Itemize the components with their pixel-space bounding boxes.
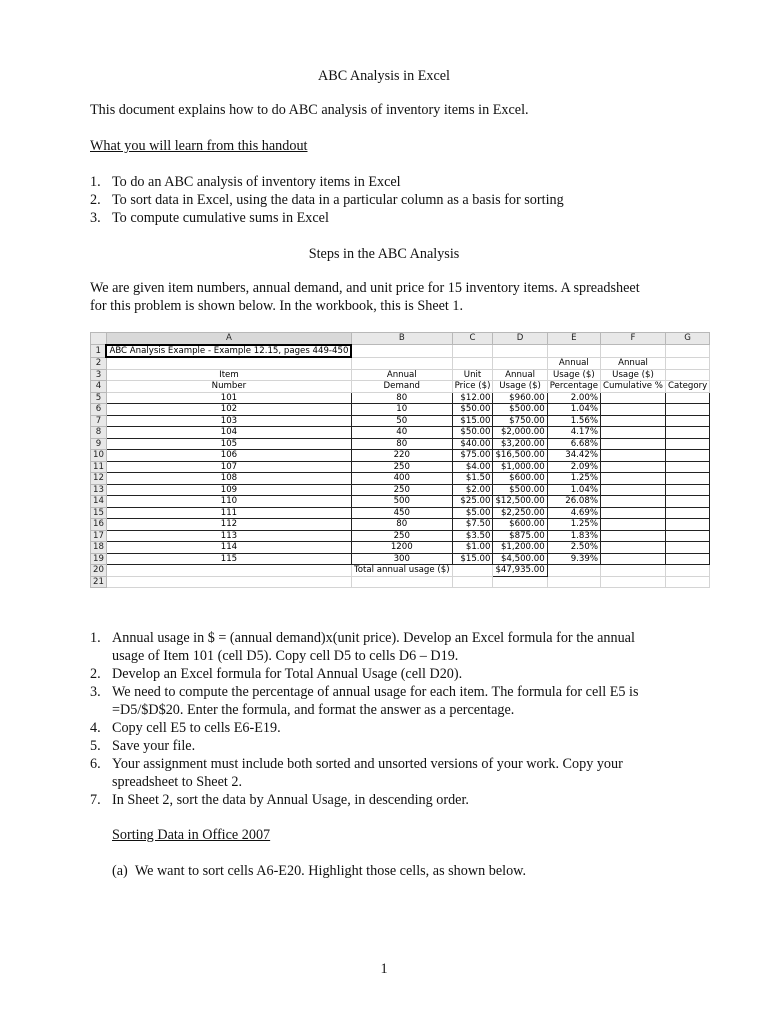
usage-percentage-cell: 4.17% <box>547 427 600 439</box>
data-rows <box>91 392 710 565</box>
header-cell: Usage ($) <box>601 369 666 381</box>
sheet-row <box>91 345 710 358</box>
steps-heading: Steps in the ABC Analysis <box>308 246 460 262</box>
item-number-cell: 107 <box>106 461 351 473</box>
item-number-cell: 115 <box>106 553 351 565</box>
list-item: 1. Annual usage in $ = (annual demand)x(unit price). Develop an Excel formula for the annual usage of Item 101 (cell D5). Copy cell D5 to cells D6 – D19. <box>90 630 635 664</box>
item-number-cell: 109 <box>106 484 351 496</box>
learn-heading: What you will learn from this handout <box>90 138 308 154</box>
header-cell: Annual <box>351 369 452 381</box>
usage-percentage-cell: 1.56% <box>547 415 600 427</box>
column-header: B <box>351 333 452 345</box>
category-cell <box>665 484 709 496</box>
item-number-cell: 112 <box>106 519 351 531</box>
total-label: Total annual usage ($) <box>351 565 452 577</box>
row-number: 9 <box>91 438 107 450</box>
category-cell <box>665 553 709 565</box>
table-row <box>91 507 710 519</box>
row-number: 6 <box>91 404 107 416</box>
row-number: 14 <box>91 496 107 508</box>
unit-price-cell: $4.00 <box>452 461 493 473</box>
unit-price-cell: $1.00 <box>452 542 493 554</box>
header-cell: Number <box>106 381 351 393</box>
list-item: 4. Copy cell E5 to cells E6-E19. <box>90 720 281 736</box>
annual-demand-cell: 450 <box>351 507 452 519</box>
row-number: 11 <box>91 461 107 473</box>
usage-percentage-cell: 1.25% <box>547 519 600 531</box>
header-cell: Annual <box>493 369 547 381</box>
unit-price-cell: $12.00 <box>452 392 493 404</box>
annual-demand-cell: 250 <box>351 484 452 496</box>
total-row <box>91 565 710 577</box>
row-number: 4 <box>91 381 107 393</box>
usage-percentage-cell: 2.00% <box>547 392 600 404</box>
steps-intro-line1: We are given item numbers, annual demand, and unit price for 15 inventory items. A spreadsheet <box>90 280 640 296</box>
annual-usage-cell: $12,500.00 <box>493 496 547 508</box>
usage-percentage-cell: 26.08% <box>547 496 600 508</box>
annual-usage-cell: $600.00 <box>493 519 547 531</box>
usage-percentage-cell: 9.39% <box>547 553 600 565</box>
row-number: 10 <box>91 450 107 462</box>
annual-demand-cell: 250 <box>351 461 452 473</box>
unit-price-cell: $15.00 <box>452 415 493 427</box>
list-item: 5. Save your file. <box>90 738 196 754</box>
row-number: 20 <box>91 565 107 577</box>
cumulative-cell <box>601 392 666 404</box>
annual-usage-cell: $960.00 <box>493 392 547 404</box>
cumulative-cell <box>601 496 666 508</box>
unit-price-cell: $2.00 <box>452 484 493 496</box>
unit-price-cell: $3.50 <box>452 530 493 542</box>
annual-demand-cell: 40 <box>351 427 452 439</box>
header-cell: Price ($) <box>452 381 493 393</box>
category-cell <box>665 427 709 439</box>
item-number-cell: 110 <box>106 496 351 508</box>
spreadsheet-image <box>90 332 708 610</box>
table-row <box>91 392 710 404</box>
item-number-cell: 105 <box>106 438 351 450</box>
annual-demand-cell: 220 <box>351 450 452 462</box>
sheet-row <box>91 576 710 588</box>
annual-usage-cell: $3,200.00 <box>493 438 547 450</box>
table-row <box>91 415 710 427</box>
step-a <box>112 862 526 880</box>
annual-usage-cell: $600.00 <box>493 473 547 485</box>
unit-price-cell: $50.00 <box>452 404 493 416</box>
instructions-list <box>90 629 670 809</box>
usage-percentage-cell: 2.09% <box>547 461 600 473</box>
list-item: 7. In Sheet 2, sort the data by Annual Usage, in descending order. <box>90 792 469 808</box>
item-number-cell: 106 <box>106 450 351 462</box>
category-cell <box>665 542 709 554</box>
annual-usage-cell: $500.00 <box>493 404 547 416</box>
table-row <box>91 519 710 531</box>
cumulative-cell <box>601 484 666 496</box>
usage-percentage-cell: 4.69% <box>547 507 600 519</box>
document-title: ABC Analysis in Excel <box>317 68 451 84</box>
usage-percentage-cell: 34.42% <box>547 450 600 462</box>
annual-demand-cell: 500 <box>351 496 452 508</box>
list-item: 1. To do an ABC analysis of inventory items in Excel <box>90 174 401 190</box>
annual-demand-cell: 80 <box>351 392 452 404</box>
annual-demand-cell: 1200 <box>351 542 452 554</box>
usage-percentage-cell: 1.25% <box>547 473 600 485</box>
unit-price-cell: $1.50 <box>452 473 493 485</box>
table-row <box>91 473 710 485</box>
intro-paragraph: This document explains how to do ABC analysis of inventory items in Excel. <box>90 102 529 118</box>
column-header: C <box>452 333 493 345</box>
unit-price-cell: $15.00 <box>452 553 493 565</box>
cumulative-cell <box>601 542 666 554</box>
item-number-cell: 102 <box>106 404 351 416</box>
column-header: A <box>106 333 351 345</box>
cumulative-cell <box>601 461 666 473</box>
category-cell <box>665 507 709 519</box>
category-cell <box>665 519 709 531</box>
row-number: 12 <box>91 473 107 485</box>
list-item: 6. Your assignment must include both sorted and unsorted versions of your work. Copy your spreadsheet to Sheet 2. <box>90 756 623 790</box>
header-cell: Usage ($) <box>493 381 547 393</box>
annual-usage-cell: $2,250.00 <box>493 507 547 519</box>
row-number: 8 <box>91 427 107 439</box>
category-cell <box>665 461 709 473</box>
step-a-text: We want to sort cells A6-E20. Highlight those cells, as shown below. <box>134 863 527 879</box>
list-item: 2. Develop an Excel formula for Total Annual Usage (cell D20). <box>90 666 463 682</box>
row-number: 16 <box>91 519 107 531</box>
cumulative-cell <box>601 404 666 416</box>
cumulative-cell <box>601 473 666 485</box>
category-cell <box>665 473 709 485</box>
annual-demand-cell: 80 <box>351 519 452 531</box>
unit-price-cell: $5.00 <box>452 507 493 519</box>
table-row <box>91 438 710 450</box>
table-row <box>91 461 710 473</box>
row-number: 15 <box>91 507 107 519</box>
table-row <box>91 542 710 554</box>
annual-usage-cell: $4,500.00 <box>493 553 547 565</box>
row-number: 1 <box>91 345 107 358</box>
unit-price-cell: $7.50 <box>452 519 493 531</box>
header-cell: Annual <box>601 357 666 369</box>
category-cell <box>665 450 709 462</box>
item-number-cell: 114 <box>106 542 351 554</box>
annual-usage-cell: $1,200.00 <box>493 542 547 554</box>
usage-percentage-cell: 2.50% <box>547 542 600 554</box>
annual-demand-cell: 80 <box>351 438 452 450</box>
annual-usage-cell: $16,500.00 <box>493 450 547 462</box>
total-value: $47,935.00 <box>493 565 547 577</box>
header-cell: Usage ($) <box>547 369 600 381</box>
row-number: 7 <box>91 415 107 427</box>
table-row <box>91 553 710 565</box>
step-a-marker: (a) <box>112 863 128 879</box>
row-number: 13 <box>91 484 107 496</box>
row-number: 19 <box>91 553 107 565</box>
category-cell <box>665 415 709 427</box>
spreadsheet-grid <box>90 332 710 588</box>
item-number-cell: 113 <box>106 530 351 542</box>
header-cell: Demand <box>351 381 452 393</box>
table-row <box>91 484 710 496</box>
header-cell: Percentage <box>547 381 600 393</box>
annual-demand-cell: 300 <box>351 553 452 565</box>
annual-usage-cell: $1,000.00 <box>493 461 547 473</box>
category-cell <box>665 496 709 508</box>
unit-price-cell: $50.00 <box>452 427 493 439</box>
corner-cell <box>91 333 107 345</box>
sorting-heading: Sorting Data in Office 2007 <box>112 827 271 843</box>
item-number-cell: 111 <box>106 507 351 519</box>
header-cell: Category <box>665 381 709 393</box>
cumulative-cell <box>601 530 666 542</box>
table-row <box>91 450 710 462</box>
cumulative-cell <box>601 427 666 439</box>
list-item: 2. To sort data in Excel, using the data in a particular column as a basis for sorting <box>90 192 564 208</box>
annual-demand-cell: 10 <box>351 404 452 416</box>
column-header-row <box>91 333 710 345</box>
page-number: 1 <box>380 961 388 977</box>
row-number: 3 <box>91 369 107 381</box>
steps-intro-line2: for this problem is shown below. In the workbook, this is Sheet 1. <box>90 298 464 314</box>
item-number-cell: 104 <box>106 427 351 439</box>
cumulative-cell <box>601 415 666 427</box>
cumulative-cell <box>601 519 666 531</box>
cumulative-cell <box>601 507 666 519</box>
row-number: 5 <box>91 392 107 404</box>
header-cell: Annual <box>547 357 600 369</box>
cumulative-cell <box>601 553 666 565</box>
annual-demand-cell: 50 <box>351 415 452 427</box>
sheet-row <box>91 381 710 393</box>
row-number: 2 <box>91 357 107 369</box>
usage-percentage-cell: 1.83% <box>547 530 600 542</box>
item-number-cell: 108 <box>106 473 351 485</box>
sheet-row <box>91 357 710 369</box>
table-row <box>91 404 710 416</box>
annual-demand-cell: 250 <box>351 530 452 542</box>
column-header: F <box>601 333 666 345</box>
annual-usage-cell: $2,000.00 <box>493 427 547 439</box>
usage-percentage-cell: 6.68% <box>547 438 600 450</box>
item-number-cell: 103 <box>106 415 351 427</box>
table-row <box>91 427 710 439</box>
column-header: E <box>547 333 600 345</box>
unit-price-cell: $75.00 <box>452 450 493 462</box>
column-header: G <box>665 333 709 345</box>
sheet-row <box>91 369 710 381</box>
table-row <box>91 530 710 542</box>
annual-usage-cell: $875.00 <box>493 530 547 542</box>
annual-demand-cell: 400 <box>351 473 452 485</box>
learn-list <box>90 173 690 227</box>
row-number: 17 <box>91 530 107 542</box>
column-header: D <box>493 333 547 345</box>
header-cell: Item <box>106 369 351 381</box>
item-number-cell: 101 <box>106 392 351 404</box>
title-cell: ABC Analysis Example - Example 12.15, pages 449-450 <box>106 345 351 358</box>
category-cell <box>665 530 709 542</box>
annual-usage-cell: $750.00 <box>493 415 547 427</box>
row-number: 18 <box>91 542 107 554</box>
usage-percentage-cell: 1.04% <box>547 484 600 496</box>
cumulative-cell <box>601 438 666 450</box>
list-item: 3. We need to compute the percentage of annual usage for each item. The formula for cell E5 is =D5/$D$20. Enter the formula, and format the answer as a percentage. <box>90 684 639 718</box>
category-cell <box>665 438 709 450</box>
header-cell: Unit <box>452 369 493 381</box>
unit-price-cell: $40.00 <box>452 438 493 450</box>
unit-price-cell: $25.00 <box>452 496 493 508</box>
annual-usage-cell: $500.00 <box>493 484 547 496</box>
cumulative-cell <box>601 450 666 462</box>
category-cell <box>665 404 709 416</box>
row-number: 21 <box>91 576 107 588</box>
list-item: 3. To compute cumulative sums in Excel <box>90 210 329 226</box>
usage-percentage-cell: 1.04% <box>547 404 600 416</box>
header-cell: Cumulative % <box>601 381 666 393</box>
category-cell <box>665 392 709 404</box>
table-row <box>91 496 710 508</box>
